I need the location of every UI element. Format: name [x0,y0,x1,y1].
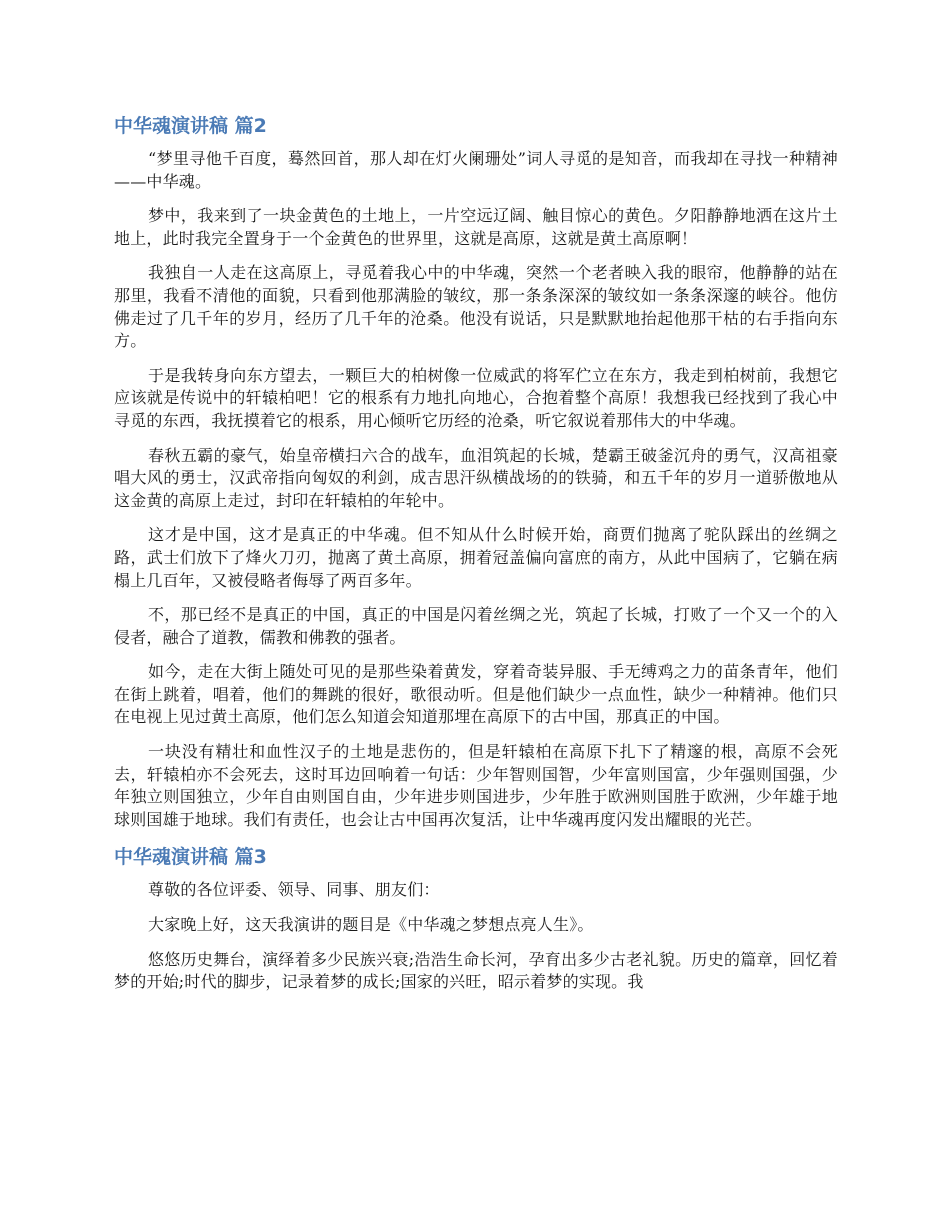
paragraph: 一块没有精壮和血性汉子的土地是悲伤的，但是轩辕柏在高原下扎下了精邃的根，高原不会死去，轩辕柏亦不会死去，这时耳边回响着一句话：少年智则国智，少年富则国富，少年强则国强，少年独立则国独立，少年自由则国自由，少年进步则国进步，少年胜于欧洲则国胜于欧洲，少年雄于地球则国雄于地球。我们有责任，也会让古中国再次复活，让中华魂再度闪发出耀眼的光芒。 [114,742,838,829]
section-title: 中华魂演讲稿 篇2 [114,115,267,137]
paragraph: 尊敬的各位评委、领导、同事、朋友们： [148,880,440,900]
paragraph: 悠悠历史舞台，演绎着多少民族兴衰;浩浩生命长河，孕育出多少古老礼貌。历史的篇章，回忆着梦的开始;时代的脚步，记录着梦的成长;国家的兴旺，昭示着梦的实现。我 [114,949,838,992]
paragraph: 于是我转身向东方望去，一颗巨大的柏树像一位威武的将军伫立在东方，我走到柏树前，我想它应该就是传说中的轩辕柏吧！它的根系有力地扎向地心，合抱着整个高原！我想我已经找到了我心中寻觅的东西，我抚摸着它的根系，用心倾听它历经的沧桑，听它叙说着那伟大的中华魂。 [114,365,838,430]
section-title: 中华魂演讲稿 篇3 [114,846,267,869]
paragraph: 如今，走在大街上随处可见的是那些染着黄发，穿着奇装异服、手无缚鸡之力的苗条青年，他们在街上跳着，唱着，他们的舞跳的很好，歌很动听。但是他们缺少一点血性，缺少一种精神。他们只在电视上见过黄土高原，他们怎么知道会知道那埋在高原下的古中国，那真正的中国。 [114,662,838,727]
paragraph: 不，那已经不是真正的中国，真正的中国是闪着丝绸之光，筑起了长城，打败了一个又一个的入侵者，融合了道教，儒教和佛教的强者。 [114,605,838,647]
paragraph: 春秋五霸的豪气，始皇帝横扫六合的战车，血泪筑起的长城，楚霸王破釜沉舟的勇气，汉高祖豪唱大风的勇士，汉武帝指向匈奴的利剑，成吉思汗纵横战场的的铁骑，和五千年的岁月一道骄傲地从这金黄的高原上走过，封印在轩辕柏的年轮中。 [114,445,838,510]
paragraph: 大家晚上好，这天我演讲的题目是《中华魂之梦想点亮人生》。 [148,915,594,935]
paragraph: “梦里寻他千百度，蓦然回首，那人却在灯火阑珊处”词人寻觅的是知音，而我却在寻找一种精神——中华魂。 [114,149,838,191]
document-page [114,112,838,1006]
paragraph: 我独自一人走在这高原上，寻觅着我心中的中华魂，突然一个老者映入我的眼帘，他静静的站在那里，我看不清他的面貌，只看到他那满脸的皱纹，那一条条深深的皱纹如一条条深邃的峡谷。他仿佛走过了几千年的岁月，经历了几千年的沧桑。他没有说话，只是默默地抬起他那干枯的右手指向东方。 [114,263,838,351]
paragraph: 梦中，我来到了一块金黄色的土地上，一片空远辽阔、触目惊心的黄色。夕阳静静地洒在这片土地上，此时我完全置身于一个金黄色的世界里，这就是高原，这就是黄土高原啊！ [114,206,838,248]
paragraph: 这才是中国，这才是真正的中华魂。但不知从什么时候开始，商贾们抛离了驼队踩出的丝绸之路，武士们放下了烽火刀刃，抛离了黄土高原，拥着冠盖偏向富庶的南方，从此中国病了，它躺在病榻上几百年，又被侵略者侮辱了两百多年。 [114,525,838,590]
